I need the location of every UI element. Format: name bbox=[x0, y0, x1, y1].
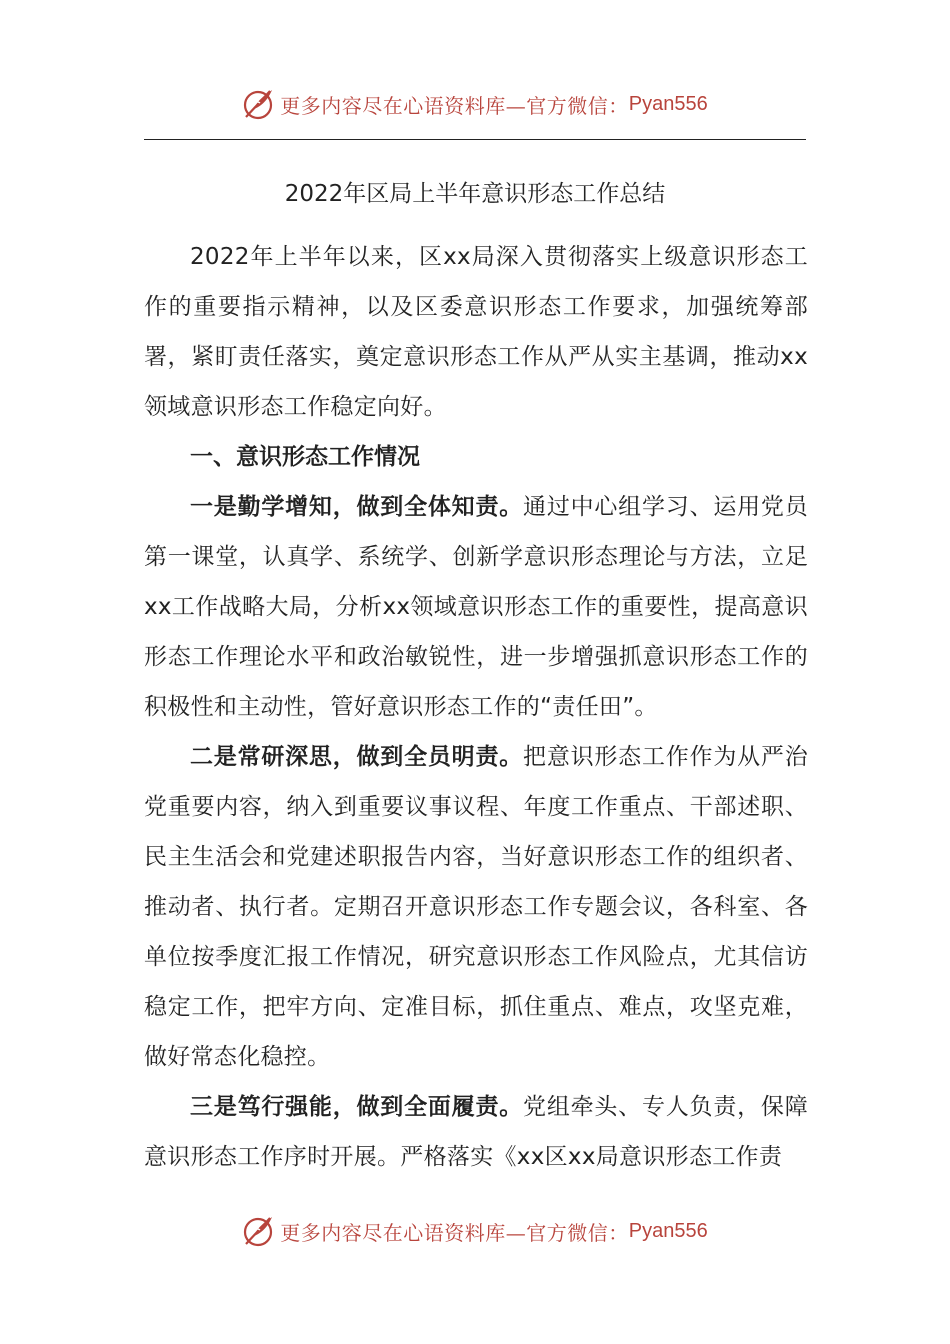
item-lead-1: 一是勤学增知，做到全体知责。 bbox=[190, 494, 524, 520]
item-paragraph-3 bbox=[144, 1082, 808, 1182]
footer-banner bbox=[0, 1211, 950, 1251]
item-paragraph-2 bbox=[144, 732, 808, 1082]
item-body-2: 把意识形态工作作为从严治党重要内容，纳入到重要议事议程、年度工作重点、干部述职、民主生活会和党建述职报告内容，当好意识形态工作的组织者、推动者、执行者。定期召开意识形态工作专题会议，各科室、各单位按季度汇报工作情况，研究意识形态工作风险点，尤其信访稳定工作，把牢方向、定准目标，抓住重点、难点，攻坚克难，做好常态化稳控。 bbox=[144, 744, 808, 1070]
quill-logo-icon bbox=[242, 87, 276, 121]
item-body-1: 通过中心组学习、运用党员第一课堂，认真学、系统学、创新学意识形态理论与方法，立足xx工作战略大局，分析xx领域意识形态工作的重要性，提高意识形态工作理论水平和政治敏锐性，进一步增强抓意识形态工作的积极性和主动性，管好意识形态工作的“责任田”。 bbox=[144, 494, 808, 720]
header-divider bbox=[144, 139, 806, 140]
footer-banner-text: 更多内容尽在心语资料库—官方微信： bbox=[280, 1220, 629, 1245]
footer-banner-id: Pyan556 bbox=[628, 1219, 708, 1242]
header-banner-id: Pyan556 bbox=[628, 92, 708, 115]
quill-logo-icon bbox=[242, 1214, 276, 1248]
item-lead-3: 三是笃行强能，做到全面履责。 bbox=[190, 1094, 524, 1120]
header-banner bbox=[0, 84, 950, 124]
document-body bbox=[144, 232, 808, 1182]
intro-paragraph: 2022年上半年以来，区xx局深入贯彻落实上级意识形态工作的重要指示精神，以及区委意识形态工作要求，加强统筹部署，紧盯责任落实，奠定意识形态工作从严从实主基调，推动xx领域意识形态工作稳定向好。 bbox=[144, 244, 808, 420]
document-title: 2022年区局上半年意识形态工作总结 bbox=[284, 181, 666, 207]
header-banner-text: 更多内容尽在心语资料库—官方微信： bbox=[280, 93, 629, 118]
item-paragraph-1 bbox=[144, 482, 808, 732]
section-heading: 一、意识形态工作情况 bbox=[190, 444, 420, 470]
item-body-3: 党组牵头、专人负责，保障意识形态工作序时开展。严格落实《xx区xx局意识形态工作责 bbox=[144, 1094, 808, 1170]
item-lead-2: 二是常研深思，做到全员明责。 bbox=[190, 744, 524, 770]
